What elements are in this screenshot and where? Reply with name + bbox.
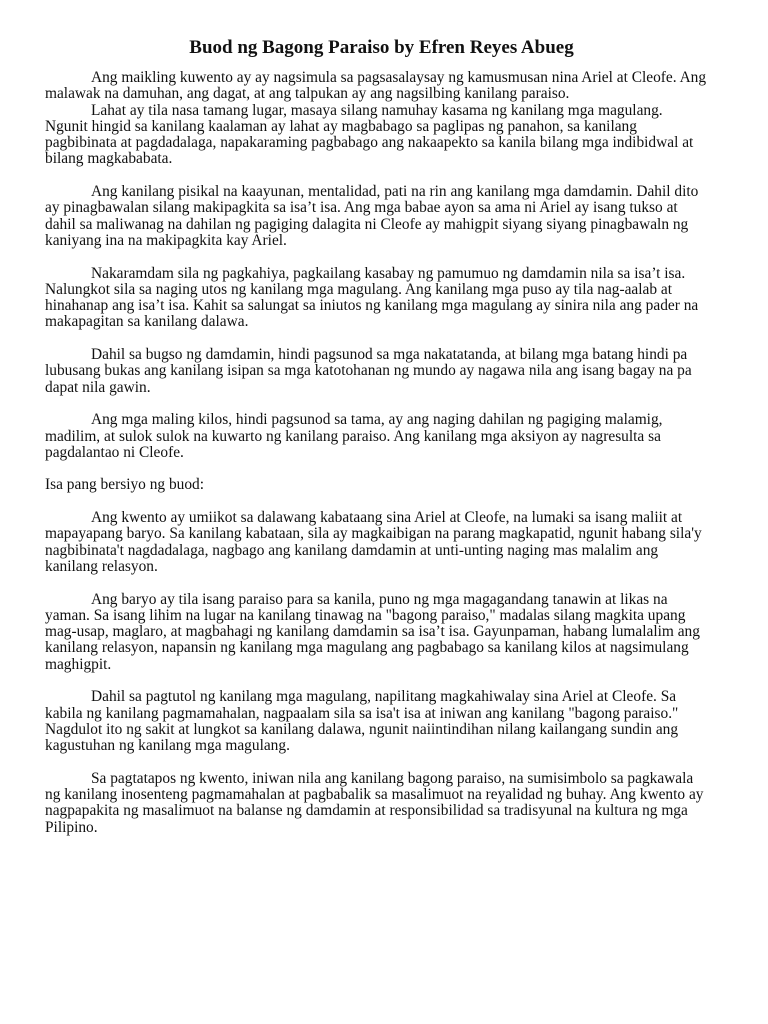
paragraph-spacer	[45, 249, 708, 265]
paragraph-spacer	[45, 168, 708, 184]
paragraph-spacer	[45, 754, 708, 770]
paragraph-2: Lahat ay tila nasa tamang lugar, masaya silang namuhay kasama ng kanilang mga magulang. Ngunit hingid sa kanilang kaalaman ay lahat ay magbabago sa paglipas ng panahon, sa kanilang pagbibinata at pagdadalaga, napakaraming pagbabago ang nakaapekto sa kanila bilang mga indibidwal at bilang magkababata.	[45, 101, 694, 168]
paragraph-spacer	[45, 461, 708, 477]
paragraph-4: Nakaramdam sila ng pagkahiya, pagkailang kasabay ng pamumuo ng damdamin nila sa isa’t isa. Nalungkot sila sa naging utos ng kanilang mga magulang. Ang kanilang mga puso ay tila nag-aalab at hinahanap ang isa’t isa. Kahit sa salungat sa iniutos ng kanilang mga magulang ay sinira nila ang pader na makapagitan sa kanilang dalawa.	[45, 264, 699, 331]
paragraph-spacer	[45, 575, 708, 591]
paragraph-spacer	[45, 396, 708, 412]
paragraph-8: Ang baryo ay tila isang paraiso para sa kanila, puno ng mga magagandang tanawin at likas na yaman. Sa isang lihim na lugar na kanilang tinawag na "bagong paraiso," madalas silang magkita upang mag-usap, maglaro, at magbahagi ng kanilang damdamin sa isa’t isa. Gayunpaman, habang lumalalim ang kanilang relasyon, napansin ng kanilang mga magulang ang pagbabago sa kanilang kilos at nagsimulang maghigpit.	[45, 590, 700, 673]
section-heading-alt-version: Isa pang bersiyo ng buod:	[45, 476, 205, 494]
paragraph-5: Dahil sa bugso ng damdamin, hindi pagsunod sa mga nakatatanda, at bilang mga batang hindi pa lubusang bukas ang kanilang isipan sa mga katotohanan ng mundo ay nagawa nila ang isang bagay na pa dapat nila gawin.	[45, 346, 692, 396]
paragraph-spacer	[45, 673, 708, 689]
paragraph-6: Ang mga maling kilos, hindi pagsunod sa tama, ay ang naging dahilan ng pagiging malamig, madilim, at sulok sulok na kuwarto ng kanilang paraiso. Ang kanilang mga aksiyon ay nagresulta sa pagdalantao ni Cleofe.	[45, 411, 663, 461]
paragraph-9: Dahil sa pagtutol ng kanilang mga magulang, napilitang magkahiwalay sina Ariel at Cleofe. Sa kabila ng kanilang pagmamahalan, nagpaalam sila sa isa't isa at iniwan ang kanilang "bagong paraiso." Nagdulot ito ng sakit at lungkot sa kanilang dalawa, ngunit naiintindihan nilang kailangang sundin ang kagustuhan ng kanilang mga magulang.	[45, 688, 679, 755]
paragraph-spacer	[45, 331, 708, 347]
document-title: Buod ng Bagong Paraiso by Efren Reyes Abueg	[189, 37, 574, 58]
paragraph-spacer	[45, 494, 708, 510]
paragraph-3: Ang kanilang pisikal na kaayunan, mentalidad, pati na rin ang kanilang mga damdamin. Dahil dito ay pinagbawalan silang makipagkita sa isa’t isa. Ang mga babae ayon sa ama ni Ariel ay isang tukso at dahil sa maliwanag na dahilan ng pagiging dalagita ni Cleofe ay mahigpit siyang siyang pinagbawaln ng kaniyang ina na makipagkita kay Ariel.	[45, 183, 699, 249]
paragraph-10: Sa pagtatapos ng kwento, iniwan nila ang kanilang bagong paraiso, na sumisimbolo sa pagkawala ng kanilang inosenteng pagmamahalan at pagbabalik sa masalimuot na reyalidad ng buhay. Ang kwento ay nagpapakita ng masalimuot na balanse ng damdamin at responsibilidad sa tradisyunal na kultura ng mga Pilipino.	[45, 769, 704, 836]
paragraph-1: Ang maikling kuwento ay ay nagsimula sa pagsasalaysay ng kamusmusan nina Ariel at Cleofe. Ang malawak na damuhan, ang dagat, at ang talpukan ay ang nagsilbing kanilang paraiso.	[45, 69, 707, 103]
paragraph-7: Ang kwento ay umiikot sa dalawang kabataang sina Ariel at Cleofe, na lumaki sa isang maliit at mapayapang baryo. Sa kanilang kabataan, sila ay magkaibigan na parang magkapatid, ngunit habang sila'y nagbibinata't nagdadalaga, nagbago ang kanilang damdamin at unti-unting naging mas malalim ang kanilang relasyon.	[45, 509, 702, 575]
